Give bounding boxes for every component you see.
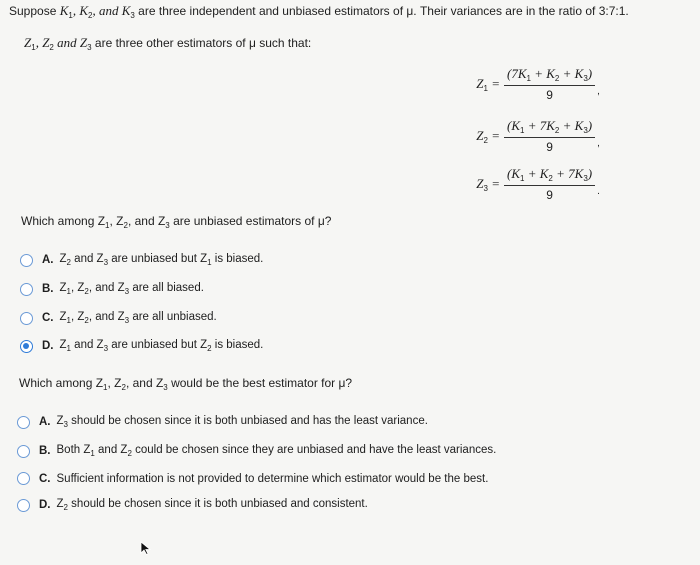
radio-button[interactable] xyxy=(20,283,33,296)
option-text: $Z_2$ and $Z_3$ are unbiased but $Z_1$ is biased. xyxy=(59,253,264,267)
option-text: $Z_1$, $Z_2$, and $Z_3$ are all biased. xyxy=(59,282,204,296)
radio-button[interactable] xyxy=(17,445,30,458)
question-1-prompt: Which among $Z_1$, $Z_2$, and $Z_3$ are unbiased estimators of μ? xyxy=(21,214,332,230)
equation-z1 xyxy=(466,66,600,102)
mouse-pointer-icon xyxy=(140,541,152,555)
intro-line-2-post: are three other estimators of μ such that: xyxy=(91,36,312,50)
fraction xyxy=(504,166,595,202)
radio-button[interactable] xyxy=(17,499,30,512)
option-letter: C. xyxy=(39,472,51,485)
intro-line-2-vars: $Z_1$, $Z_2$ and $Z_3$ xyxy=(24,35,92,52)
fraction xyxy=(504,118,595,154)
option-letter: B. xyxy=(39,445,51,457)
option-letter: D. xyxy=(39,499,51,511)
fraction-denominator: 9 xyxy=(546,188,553,202)
equation-end: , xyxy=(597,85,600,97)
fraction-numerator: $(7K_1 + K_2 + K_3)$ xyxy=(504,66,595,86)
q1-option-c[interactable] xyxy=(20,311,217,325)
radio-button[interactable] xyxy=(20,254,33,267)
intro-line-2 xyxy=(24,35,311,52)
option-text: Sufficient information is not provided to determine which estimator would be the best. xyxy=(56,472,489,485)
equation-z3 xyxy=(466,166,600,202)
equation-lhs: $Z_2$ = xyxy=(476,127,500,145)
fraction-denominator: 9 xyxy=(546,88,553,102)
question-2-prompt: Which among $Z_1$, $Z_2$, and $Z_3$ would be the best estimator for μ? xyxy=(19,376,353,392)
radio-button[interactable] xyxy=(20,312,33,325)
option-letter: A. xyxy=(39,416,51,428)
equation-lhs: $Z_1$ = xyxy=(476,75,500,93)
q2-option-c[interactable] xyxy=(17,472,488,485)
equation-z2 xyxy=(466,118,600,154)
equation-end: . xyxy=(597,185,600,197)
option-text: $Z_2$ should be chosen since it is both unbiased and consistent. xyxy=(56,498,368,512)
q2-option-d[interactable] xyxy=(17,498,368,512)
q1-option-d[interactable] xyxy=(20,339,263,353)
q2-option-a[interactable] xyxy=(17,415,428,429)
fraction xyxy=(504,66,595,102)
intro-line-1-post: are three independent and unbiased estimators of μ. Their variances are in the ratio of 3:7:1. xyxy=(134,4,629,18)
radio-button-selected[interactable] xyxy=(20,340,33,353)
option-text: $Z_1$ and $Z_3$ are unbiased but $Z_2$ is biased. xyxy=(59,339,264,353)
fraction-denominator: 9 xyxy=(546,140,553,154)
q1-option-a[interactable] xyxy=(20,253,263,267)
intro-line-1-vars: $K_1$, $K_2$, and $K_3$ xyxy=(59,3,135,20)
q1-option-b[interactable] xyxy=(20,282,204,296)
fraction-numerator: $(K_1 + 7K_2 + K_3)$ xyxy=(504,118,595,138)
radio-button[interactable] xyxy=(17,472,30,485)
intro-line-1-pre: Suppose xyxy=(9,4,60,18)
option-letter: D. xyxy=(42,340,54,352)
intro-line-1 xyxy=(9,3,629,20)
equation-end: , xyxy=(597,137,600,149)
fraction-numerator: $(K_1 + K_2 + 7K_3)$ xyxy=(504,166,595,186)
option-letter: A. xyxy=(42,254,54,266)
option-text: Both $Z_1$ and $Z_2$ could be chosen since they are unbiased and have the least variances. xyxy=(56,444,497,458)
option-letter: B. xyxy=(42,283,54,295)
option-text: $Z_1$, $Z_2$, and $Z_3$ are all unbiased. xyxy=(59,311,217,325)
equation-lhs: $Z_3$ = xyxy=(476,175,500,193)
option-letter: C. xyxy=(42,312,54,324)
q2-option-b[interactable] xyxy=(17,444,496,458)
radio-button[interactable] xyxy=(17,416,30,429)
option-text: $Z_3$ should be chosen since it is both unbiased and has the least variance. xyxy=(56,415,428,429)
